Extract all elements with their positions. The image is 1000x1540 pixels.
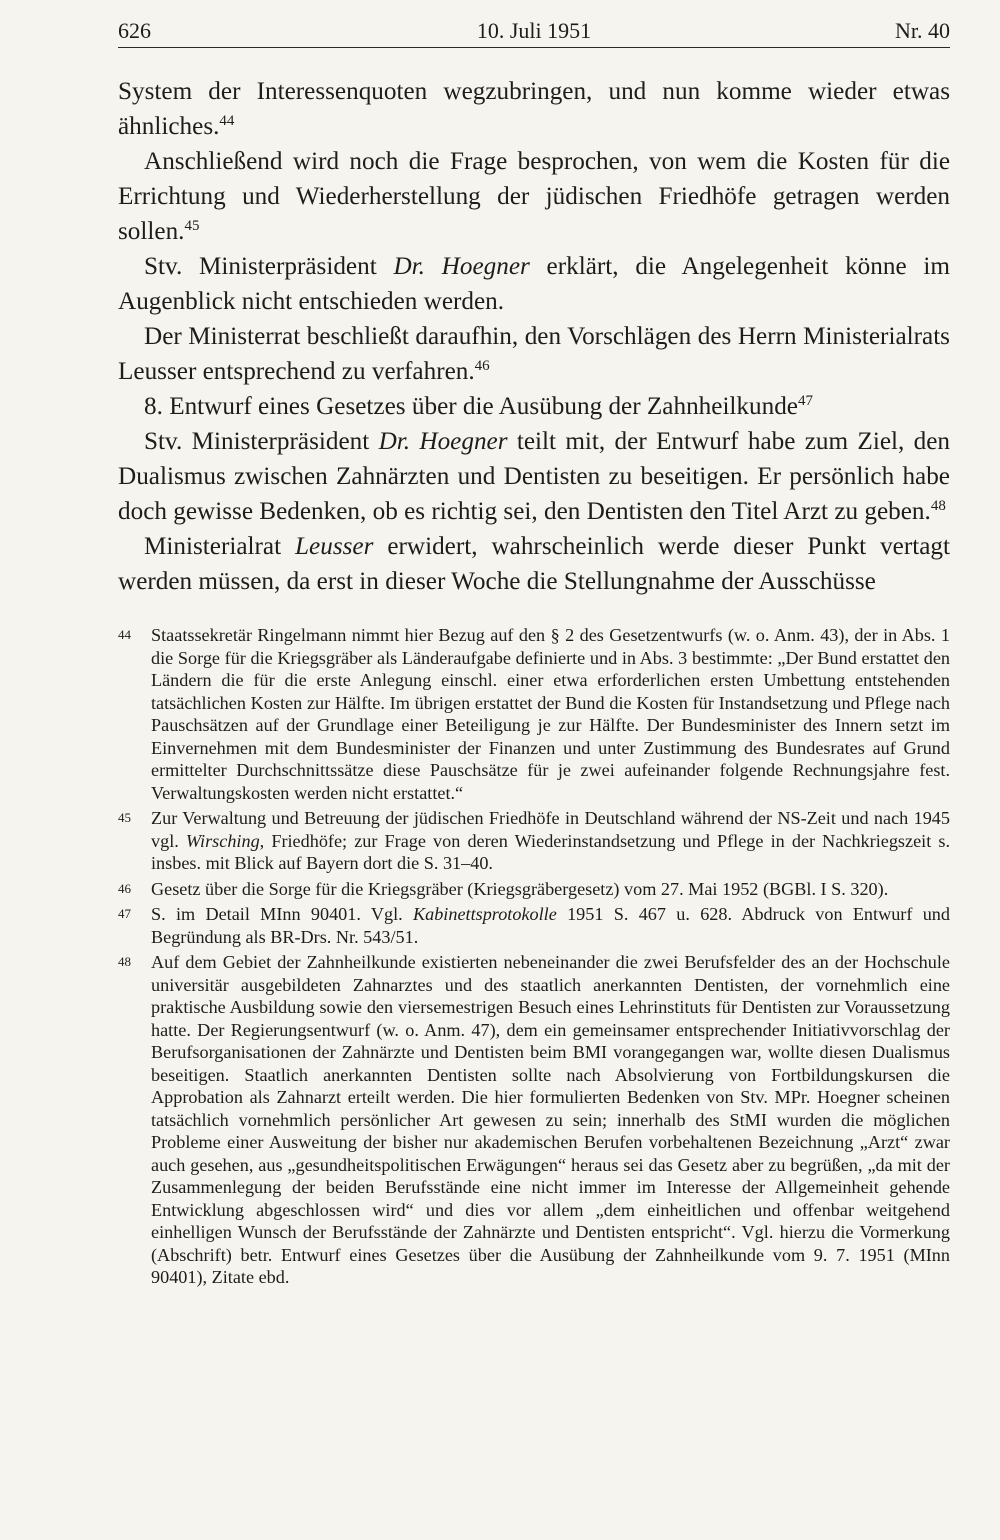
paragraph-text: Der Ministerrat beschließt daraufhin, den Vorschlägen des Herrn Ministerialrats Leusser entsprechend zu verfahren. [118, 323, 950, 385]
footnote-ref: 45 [184, 218, 200, 234]
paragraph-text: Ministerialrat [144, 533, 296, 560]
paragraph-text: System der Interessenquoten wegzubringen, und nun komme wieder etwas ähnliches. [118, 78, 950, 140]
footnotes [118, 624, 950, 1292]
paragraph-text: erklärt, die Angelegenheit könne im Augenblick nicht entschieden werden. [118, 253, 950, 315]
paragraph-text: teilt mit, der Entwurf habe zum Ziel, den Dualismus zwischen Zahnärzten und Dentisten zu beseitigen. Er persönlich habe doch gewisse Bedenken, ob es richtig sei, den Dentisten den Titel Arzt zu geben. [118, 428, 950, 525]
paragraph-text: erwidert, wahrscheinlich werde dieser Punkt vertagt werden müssen, da erst in dieser Woche die Stellungnahme der Ausschüsse [118, 533, 951, 595]
agenda-item-heading [118, 389, 950, 424]
running-header [118, 14, 950, 48]
paragraph [118, 424, 950, 529]
footnote-text: Staatssekretär Ringelmann nimmt hier Bezug auf den § 2 des Gesetzentwurfs (w. o. Anm. 43), der in Abs. 1 die Sorge für die Kriegsgräber als Länderaufgabe definierte und in Abs. 3 bestimmte: „Der Bund erstattet den Ländern die für die erste Anlegung einschl. einer etwa erforderlichen ersten Umbettung entstehenden tatsächlichen Kosten zur Hälfte. Im übrigen erstattet der Bund die Kosten für Instandsetzung und Pflege nach Pauschsätzen auf der Grundlage einer Beteiligung je zur Hälfte. Der Bundesminister des Innern setzt im Einvernehmen mit dem Bundesminister der Finanzen und unter Zustimmung des Bundesrates auf Grund ermittelter Durchschnittssätze diese Pauschsätze für je zwei aufeinander folgende Rechnungsjahre fest. Verwaltungskosten werden nicht erstattet.“ [151, 625, 950, 803]
person-name: Leusser [295, 533, 374, 560]
footnote [118, 624, 950, 804]
paragraph [118, 144, 950, 249]
paragraph-text: Stv. Ministerpräsident [144, 428, 379, 455]
paragraph-text: Stv. Ministerpräsident [144, 253, 394, 280]
paragraph [118, 319, 950, 389]
footnote-ref: 46 [474, 358, 490, 374]
footnote-number: 44 [118, 627, 131, 642]
footnote [118, 951, 950, 1289]
paragraph [118, 249, 950, 319]
footnote-number: 46 [118, 880, 131, 896]
work-title: Kabinettsprotokolle [412, 904, 557, 924]
heading-text: 8. Entwurf eines Gesetzes über die Ausübung der Zahnheilkunde [144, 393, 798, 420]
footnote-ref: 47 [798, 393, 813, 409]
issue-number: Nr. 40 [895, 18, 950, 43]
person-name: Dr. Hoegner [393, 253, 530, 280]
footnote-text: Auf dem Gebiet der Zahnheilkunde existierten nebeneinander die zwei Berufsfelder des an der Hochschule universitär ausgebildeten Zahnarztes und des staatlich anerkannten Dentisten, der vornehmlich eine praktische Ausbildung sowie den viersemestrigen Besuch eines Lehrinstituts für Dentisten zur Voraussetzung hatte. Der Regierungsentwurf (w. o. Anm. 47), dem ein gemeinsamer entsprechender Initiativvorschlag der Berufsorganisationen der Zahnärzte und Dentisten beim BMI vorangegangen war, wollte diesen Dualismus beseitigen. Staatlich anerkannten Dentisten sollte nach Absolvierung von Fortbildungskursen die Approbation als Zahnarzt erteilt werden. Die hier formulierten Bedenken von Stv. MPr. Hoegner scheinen tatsächlich vornehmlich persönlicher Art gewesen zu sein; innerhalb des StMI wurden die möglichen Probleme einer Ausweitung der bisher nur akademischen Berufen vorbehaltenen Bezeichnung „Arzt“ zwar auch gesehen, aus „gesundheitspolitischen Erwägungen“ heraus sei das Gesetz aber zu begrüßen, „da mit der Zusammenlegung der beiden Berufsstände eine nicht immer im Interesse der Allgemeinheit gehende Entwicklung abgeschlossen wird“ und dies vor allem „dem einheitlichen und offenbar weitgehend einhelligen Wunsch der Berufsstände der Zahnärzte und Dentisten entspricht“. Vgl. hierzu die Vormerkung (Abschrift) betr. Entwurf eines Gesetzes über die Ausübung der Zahnheilkunde vom 9. 7. 1951 (MInn 90401), Zitate ebd. [151, 952, 950, 1287]
footnote-number: 47 [118, 906, 131, 921]
footnote-text: Friedhöfe; zur Frage von deren Wiederinstandsetzung und Pflege in der Nachkriegszeit s. insbes. mit Blick auf Bayern dort die S. 31–40. [151, 830, 950, 873]
paragraph-text: Anschließend wird noch die Frage besprochen, von wem die Kosten für die Errichtung und Wiederherstellung der jüdischen Friedhöfe getragen werden sollen. [118, 148, 950, 245]
author-name: Wirsching, [185, 830, 265, 851]
header-date: 10. Juli 1951 [476, 18, 592, 43]
footnote-number: 45 [118, 810, 131, 825]
footnote-text: 1951 S. 467 u. 628. Abdruck von Entwurf und Begründung als BR-Drs. Nr. 543/51. [151, 904, 950, 947]
footnote-ref: 48 [930, 498, 946, 514]
footnote [118, 903, 950, 948]
footnote-text: S. im Detail MInn 90401. Vgl. [151, 904, 413, 924]
footnote-ref: 44 [219, 113, 235, 129]
footnote-text: Gesetz über die Sorge für die Kriegsgräber (Kriegsgräbergesetz) vom 27. Mai 1952 (BGBl. I S. 320). [151, 878, 889, 899]
footnote-number: 48 [118, 954, 131, 969]
footnote [118, 878, 950, 901]
main-text [118, 74, 950, 599]
person-name: Dr. Hoegner [378, 428, 508, 455]
footnote-text: Zur Verwaltung und Betreuung der jüdischen Friedhöfe in Deutschland während der NS-Zeit und nach 1945 vgl. [151, 808, 950, 851]
paragraph [118, 74, 950, 144]
page-number: 626 [118, 18, 151, 43]
header-rule [118, 47, 950, 48]
paragraph [118, 529, 950, 599]
footnote [118, 807, 950, 875]
